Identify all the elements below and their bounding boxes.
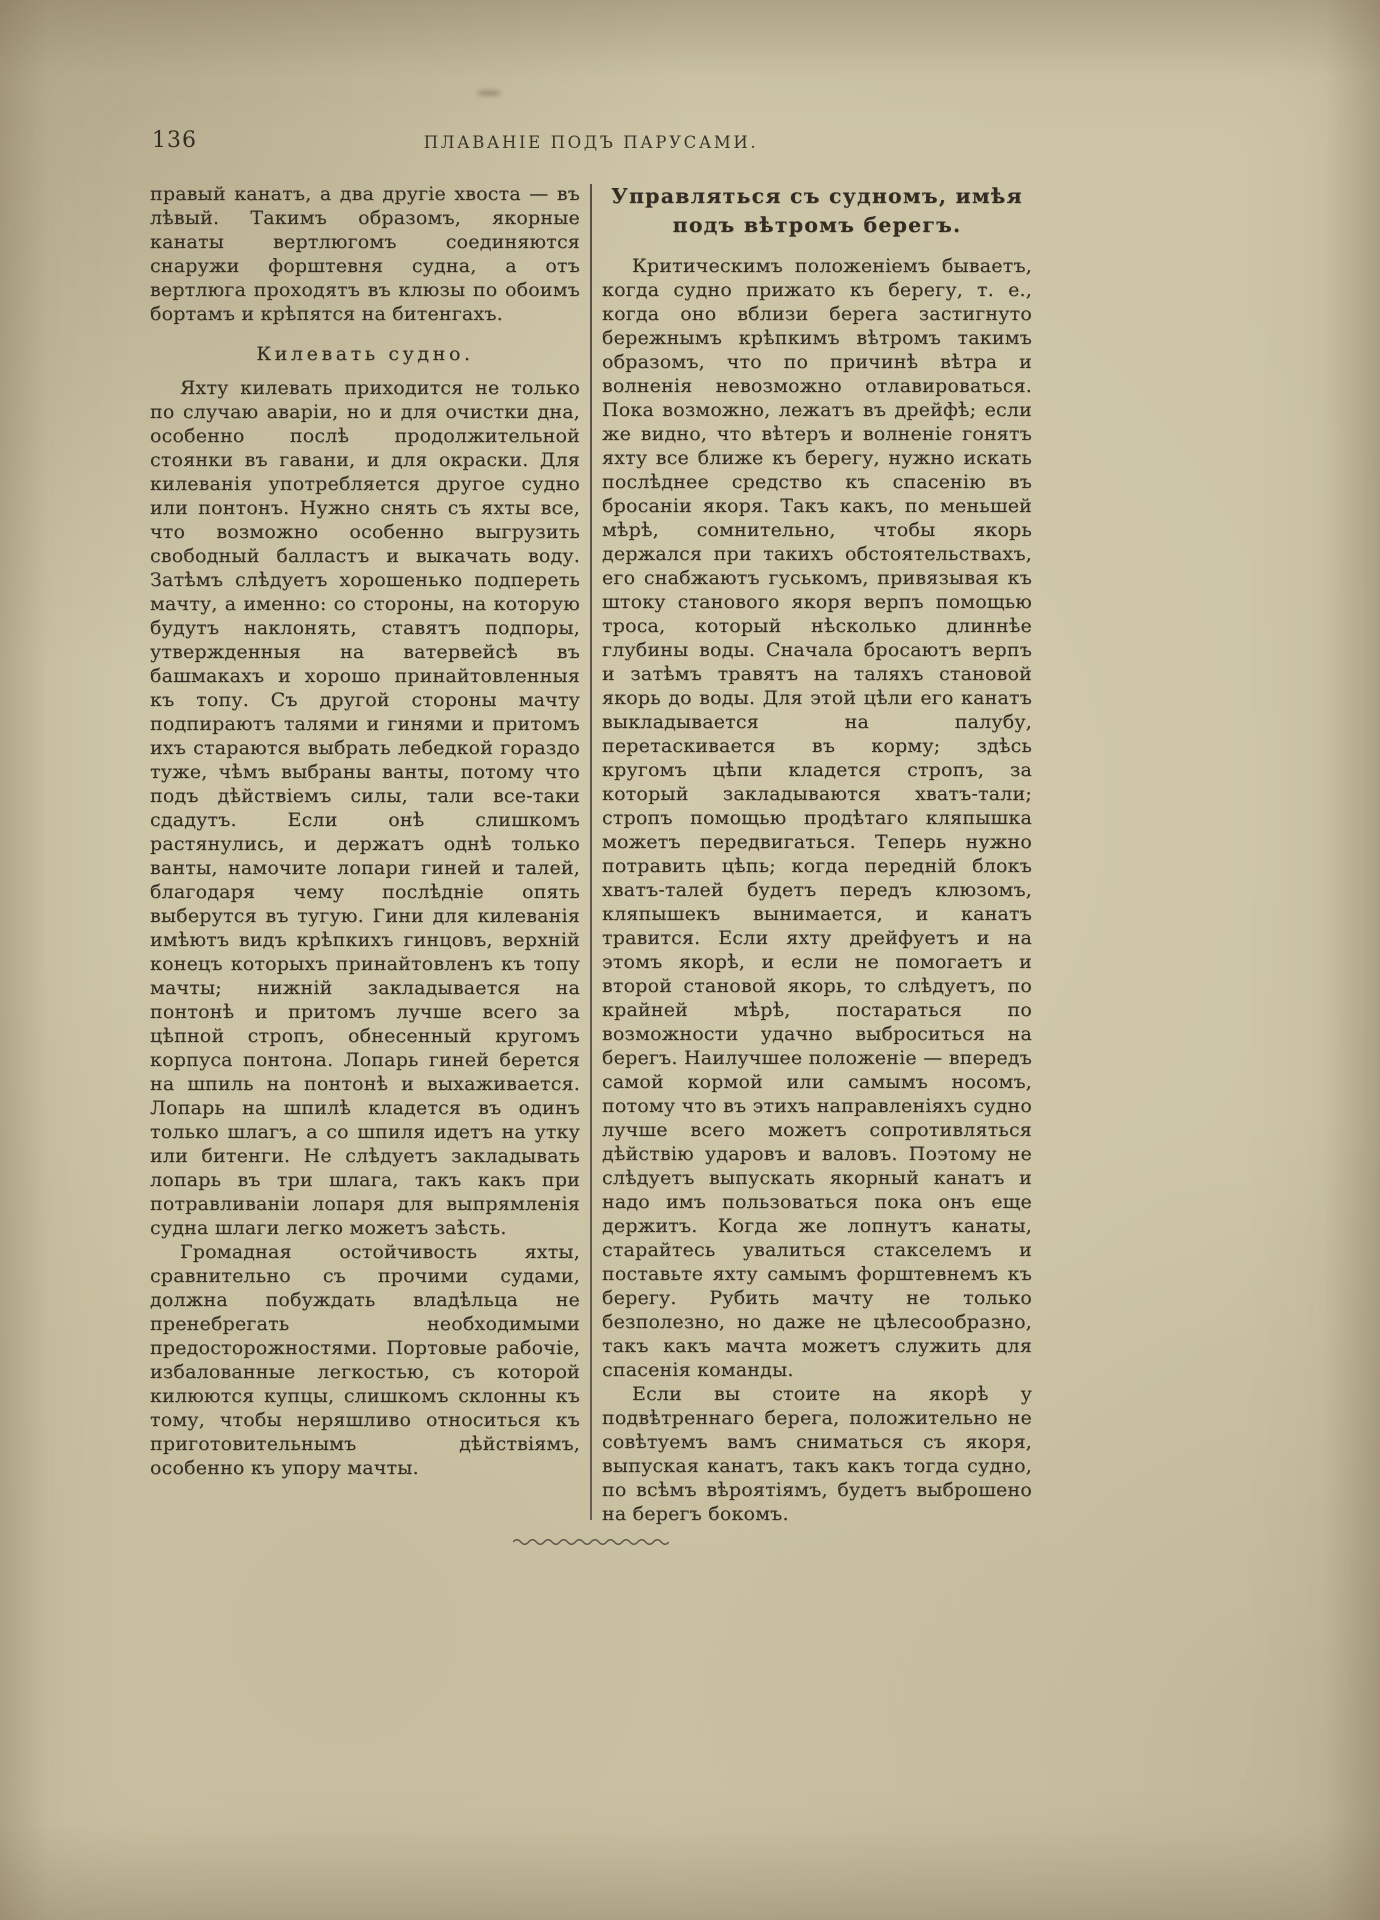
continuation-paragraph: правый канатъ, а два другіе хвоста — въ лѣвый. Такимъ образомъ, якорные канаты вертлюгомъ соединяются снаружи форштевня судна, а отъ вертлюга проходятъ въ клюзы по обоимъ бортамъ и крѣпятся на битенгахъ. bbox=[150, 183, 580, 325]
right-column bbox=[602, 182, 1032, 1526]
section-heading-upravlyatsya: Управляться съ судномъ, имѣя подъ вѣтромъ берегъ. bbox=[611, 184, 1023, 237]
running-head bbox=[150, 126, 1032, 160]
body-paragraph: Если вы стоите на якорѣ у подвѣтреннаго берега, положительно не совѣтуемъ вамъ сниматься съ якоря, выпуская канатъ, такъ какъ тогда судно, по всѣмъ вѣроятіямъ, будетъ выброшено на берегъ бокомъ. bbox=[602, 1383, 1032, 1525]
page-number: 136 bbox=[152, 128, 197, 153]
left-column bbox=[150, 182, 580, 1526]
tailpiece-wavy-rule-icon bbox=[150, 1532, 1032, 1551]
column-divider-rule bbox=[590, 184, 592, 1520]
body-paragraph: Громадная остойчивость яхты, сравнительно съ прочими судами, должна побуждать владѣльца не пренебрегать необходимыми предосторожностями. Портовые рабочіе, избалованные легкостью, съ которой килюются купцы, слишкомъ склонны къ тому, чтобы неряшливо относиться къ приготовительнымъ дѣйствіямъ, особенно къ упору мачты. bbox=[150, 1241, 580, 1479]
scan-smudge-mark bbox=[477, 90, 501, 96]
two-column-text-block bbox=[150, 182, 1032, 1526]
section-heading-kilevat-sudno: Килевать судно. bbox=[256, 343, 474, 365]
running-title: ПЛАВАНІЕ ПОДЪ ПАРУСАМИ. bbox=[423, 133, 759, 152]
body-paragraph: Критическимъ положеніемъ бываетъ, когда судно прижато къ берегу, т. е., когда оно вблизи берега застигнуто бережнымъ крѣпкимъ вѣтромъ такимъ образомъ, что по причинѣ вѣтра и волненія невозможно отлавироваться. Пока возможно, лежатъ въ дрейфѣ; если же видно, что вѣтеръ и волненіе гонятъ яхту все ближе къ берегу, нужно искать послѣднее средство къ спасенію въ бросаніи якоря. Такъ какъ, по меньшей мѣрѣ, сомнительно, чтобы якорь держался при такихъ обстоятельствахъ, его снабжаютъ гуськомъ, привязывая къ штоку станового якоря верпъ помощью троса, который нѣсколько длиннѣе глубины воды. Сначала бросаютъ верпъ и затѣмъ травятъ на таляхъ становой якорь до воды. Для этой цѣли его канатъ выкладывается на палубу, перетаскивается въ корму; здѣсь кругомъ цѣпи кладется стропъ, за который закладываются хватъ-тали; стропъ помощью продѣтаго кляпышка можетъ передвигаться. Теперь нужно потравить цѣпь; когда передній блокъ хватъ-талей будетъ передъ клюзомъ, кляпышекъ вынимается, и канатъ травится. Если яхту дрейфуетъ и на этомъ якорѣ, и если не помогаетъ и второй становой якорь, то слѣдуетъ, по крайней мѣрѣ, постараться по возможности удачно выброситься на берегъ. Наилучшее положеніе — впередъ самой кормой или самымъ носомъ, потому что въ этихъ направленіяхъ судно лучше всего можетъ сопротивляться дѣйствію ударовъ и валовъ. Поэтому не слѣдуетъ выпускать якорный канатъ и надо имъ пользоваться пока онъ еще держитъ. Когда же лопнутъ канаты, старайтесь увалиться стакселемъ и поставьте яхту самымъ форштевнемъ къ берегу. Рубить мачту не только безполезно, но даже не цѣлесообразно, такъ какъ мачта можетъ служить для спасенія команды. bbox=[602, 255, 1032, 1381]
body-paragraph: Яхту килевать приходится не только по случаю аваріи, но и для очистки дна, особенно послѣ продолжительной стоянки въ гавани, и для окраски. Для килеванія употребляется другое судно или понтонъ. Нужно снять съ яхты все, что возможно особенно выгрузить свободный балластъ и выкачать воду. Затѣмъ слѣдуетъ хорошенько подпереть мачту, а именно: со стороны, на которую будутъ наклонять, ставятъ подпоры, утвержденныя на ватервейсѣ въ башмакахъ и хорошо принайтовленныя къ топу. Съ другой стороны мачту подпираютъ талями и гинями и притомъ ихъ стараются выбрать лебедкой гораздо туже, чѣмъ выбраны ванты, потому что подъ дѣйствіемъ силы, тали все-таки сдадутъ. Если онѣ слишкомъ растянулись, и держатъ однѣ только ванты, намочите лопари гиней и талей, благодаря чему послѣдніе опять выберутся въ тугую. Гини для килеванія имѣютъ видъ крѣпкихъ гинцовъ, верхній конецъ которыхъ принайтовленъ къ топу мачты; нижній закладывается на понтонѣ и притомъ лучше всего за цѣпной стропъ, обнесенный кругомъ корпуса понтона. Лопарь гиней берется на шпиль на понтонѣ и выхаживается. Лопарь на шпилѣ кладется въ одинъ только шлагъ, а со шпиля идетъ на утку или битенги. Не слѣдуетъ закладывать лопарь въ три шлага, такъ какъ при потравливаніи лопаря для выпрямленія судна шлаги легко можетъ заѣсть. bbox=[150, 377, 580, 1239]
page-content bbox=[150, 126, 1032, 1551]
